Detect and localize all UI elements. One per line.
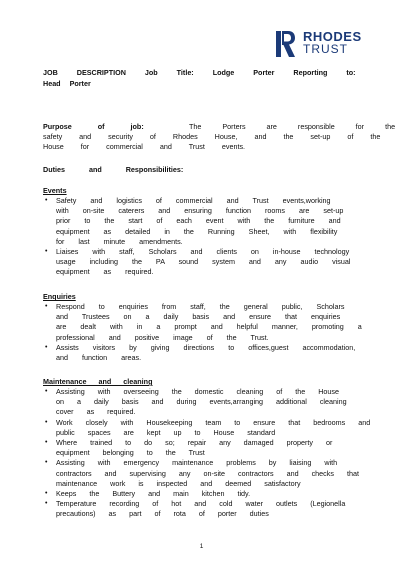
events-bullet-line: Safety and logistics of commercial and Trust events,working (56, 196, 331, 205)
maintenance-bullet-line: Where trained to do so; repair any damaged property or (56, 438, 333, 447)
maintenance-bullet-line: Temperature recording of hot and cold water outlets (Legionella (56, 499, 346, 509)
enquiries-bullet-line: are dealt with in a prompt and helpful manner, promoting a (56, 322, 362, 332)
maintenance-bullet-line: equipment belonging to the Trust (56, 448, 205, 458)
purpose-line-1: The Porters are responsible for the (189, 122, 396, 131)
events-bullet-line: with on-site caterers and ensuring function rooms are set-up (56, 206, 344, 216)
enquiries-bullet-line: and Trustees on a daily basis and ensure that enquiries (56, 312, 341, 322)
bullet-icon: • (45, 490, 48, 497)
r-logo-icon (276, 31, 296, 57)
events-bullet-line: prior to the start of each event with the furniture and (56, 216, 341, 226)
maintenance-bullet-line: cover as required. (56, 407, 136, 417)
maintenance-bullet-line: contractors and supervising any on-site contractors and checks that (56, 468, 359, 478)
events-bullet-line: for last minute amendments. (56, 236, 183, 246)
bullet-icon: • (45, 388, 48, 395)
purpose-label: Purpose of job: (43, 122, 144, 131)
job-title-line-2: Head Porter (43, 79, 91, 88)
purpose-line-3: House for commercial and Trust events. (43, 142, 246, 151)
maintenance-bullet-line: Keeps the Buttery and main kitchen tidy. (56, 489, 251, 498)
enquiries-bullet-line: Respond to enquiries from staff, the general public, Scholars (56, 302, 345, 311)
bullet-icon: • (45, 418, 48, 426)
logo-text (303, 31, 362, 55)
maintenance-bullet-line: public spaces are kept up to House standard (56, 427, 276, 437)
maintenance-bullet-line: maintenance work is inspected and deemed satisfactory (56, 478, 301, 488)
logo-line-trust: TRUST (303, 42, 348, 56)
events-bullet-line: Liaises with staff, Scholars and clients on in-house technology (56, 247, 350, 256)
events-bullet-line: usage including the PA sound system and any audio visual (56, 257, 351, 267)
bullet-icon: • (45, 197, 48, 204)
bullet-icon: • (45, 303, 48, 310)
job-title-line: JOB DESCRIPTION Job Title: Lodge Porter Reporting to: (43, 68, 356, 77)
logo-line-rhodes: RHODES (303, 29, 362, 44)
page-number: 1 (199, 543, 204, 550)
bullet-icon: • (45, 248, 48, 255)
enquiries-bullet-line: Assists visitors by giving directions to offices,guest accommodation, (56, 342, 356, 352)
bullet-icon: • (45, 459, 48, 467)
enquiries-bullet-line: professional and positive image of the Trust. (56, 332, 269, 342)
section-heading-maintenance: Maintenance and cleaning (43, 377, 153, 386)
enquiries-bullet-line: and function areas. (56, 353, 142, 362)
bullet-icon: • (45, 343, 48, 351)
section-heading-events: Events (43, 186, 67, 195)
maintenance-bullet-line: Work closely with Housekeeping team to ensure that bedrooms and (56, 417, 371, 427)
section-heading-enquiries: Enquiries (43, 292, 76, 301)
bullet-icon: • (45, 500, 48, 508)
purpose-line-2: safety and security of Rhodes House, and the set-up of the (43, 132, 381, 141)
maintenance-bullet-line: Assisting with overseeing the domestic cleaning of the House (56, 387, 339, 396)
bullet-icon: • (45, 439, 48, 446)
duties-heading: Duties and Responsibilities: (43, 165, 184, 174)
rhodes-trust-logo (276, 30, 366, 58)
maintenance-bullet-line: precautions) as part of rota of porter duties (56, 509, 269, 519)
maintenance-bullet-line: Assisting with emergency maintenance problems by liaising with (56, 458, 338, 468)
events-bullet-line: equipment as required. (56, 267, 154, 277)
maintenance-bullet-line: on a daily basis and during events,arranging additional cleaning (56, 397, 347, 407)
events-bullet-line: equipment as detailed in the Running Sheet, with flexibility (56, 226, 338, 236)
